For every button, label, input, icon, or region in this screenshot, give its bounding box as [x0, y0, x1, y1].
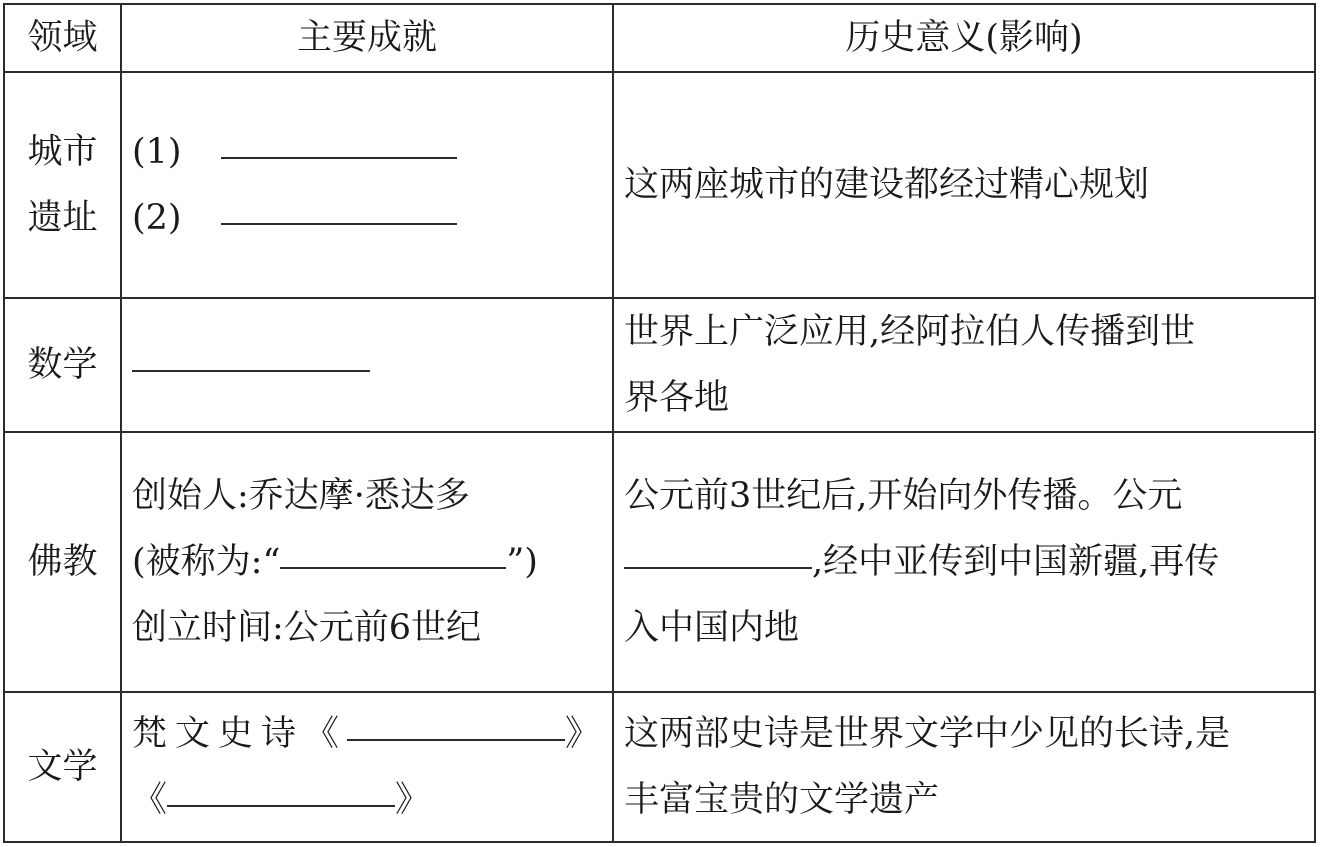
buddhism-alias [132, 529, 606, 595]
literature-epic-prefix: 梵文史诗《 [132, 714, 348, 754]
domain-cell-city [4, 72, 121, 298]
fill-blank-city-2[interactable] [221, 223, 457, 225]
domain-cell-buddhism: 佛教 [4, 432, 121, 692]
achievement-cell-math [121, 298, 613, 432]
city-item-2-label: (2) [132, 198, 182, 238]
significance-cell-buddhism [613, 432, 1315, 692]
header-achievement: 主要成就 [121, 4, 613, 72]
fill-blank-epic-1[interactable] [347, 739, 565, 741]
buddhism-alias-suffix: ”) [506, 542, 538, 582]
table-row-literature [4, 692, 1315, 842]
table-row-buddhism [4, 432, 1315, 692]
significance-cell-city [613, 72, 1315, 298]
domain-city-line2: 遗址 [27, 198, 98, 238]
city-item-2 [132, 185, 606, 251]
header-significance: 历史意义(影响) [613, 4, 1315, 72]
header-domain: 领域 [4, 4, 121, 72]
significance-buddhism-line1: 公元前3世纪后,开始向外传播。公元 [624, 476, 1183, 516]
significance-buddhism-line2-text: ,经中亚传到中国新疆,再传 [812, 542, 1220, 582]
significance-literature-line1: 这两部史诗是世界文学中少见的长诗,是 [624, 714, 1231, 754]
significance-math-line1: 世界上广泛应用,经阿拉伯人传播到世 [624, 312, 1196, 352]
literature-epic-line1 [132, 701, 606, 767]
achievement-cell-literature [121, 692, 613, 842]
domain-cell-math: 数学 [4, 298, 121, 432]
significance-math-line2: 界各地 [624, 378, 730, 418]
fill-blank-math[interactable] [132, 370, 370, 372]
significance-cell-math [613, 298, 1315, 432]
domain-city-line1: 城市 [27, 132, 98, 172]
fill-blank-buddhism-alias[interactable] [280, 567, 506, 569]
significance-city-text: 这两座城市的建设都经过精心规划 [624, 165, 1150, 205]
significance-literature-line2: 丰富宝贵的文学遗产 [624, 780, 940, 820]
significance-buddhism-line2 [624, 529, 1308, 595]
header-row [4, 4, 1315, 72]
literature-epic-line2 [132, 767, 606, 833]
city-item-1-label: (1) [132, 132, 182, 172]
fill-blank-buddhism-date[interactable] [624, 567, 812, 569]
significance-cell-literature [613, 692, 1315, 842]
table-row-math [4, 298, 1315, 432]
literature-open-mark-2: 《 [132, 780, 168, 820]
history-table [3, 3, 1316, 843]
buddhism-founder: 创始人:乔达摩·悉达多 [132, 476, 470, 516]
significance-buddhism-line3: 入中国内地 [624, 608, 800, 648]
fill-blank-epic-2[interactable] [167, 805, 395, 807]
domain-cell-literature: 文学 [4, 692, 121, 842]
achievement-cell-buddhism [121, 432, 613, 692]
literature-close-mark-2: 》 [395, 780, 431, 820]
table-row-city-sites [4, 72, 1315, 298]
fill-blank-city-1[interactable] [221, 157, 457, 159]
buddhism-alias-prefix: (被称为:“ [132, 542, 281, 582]
buddhism-founded: 创立时间:公元前6世纪 [132, 608, 482, 648]
city-item-1 [132, 119, 606, 185]
literature-close-mark-1: 》 [565, 714, 601, 754]
achievement-cell-city [121, 72, 613, 298]
